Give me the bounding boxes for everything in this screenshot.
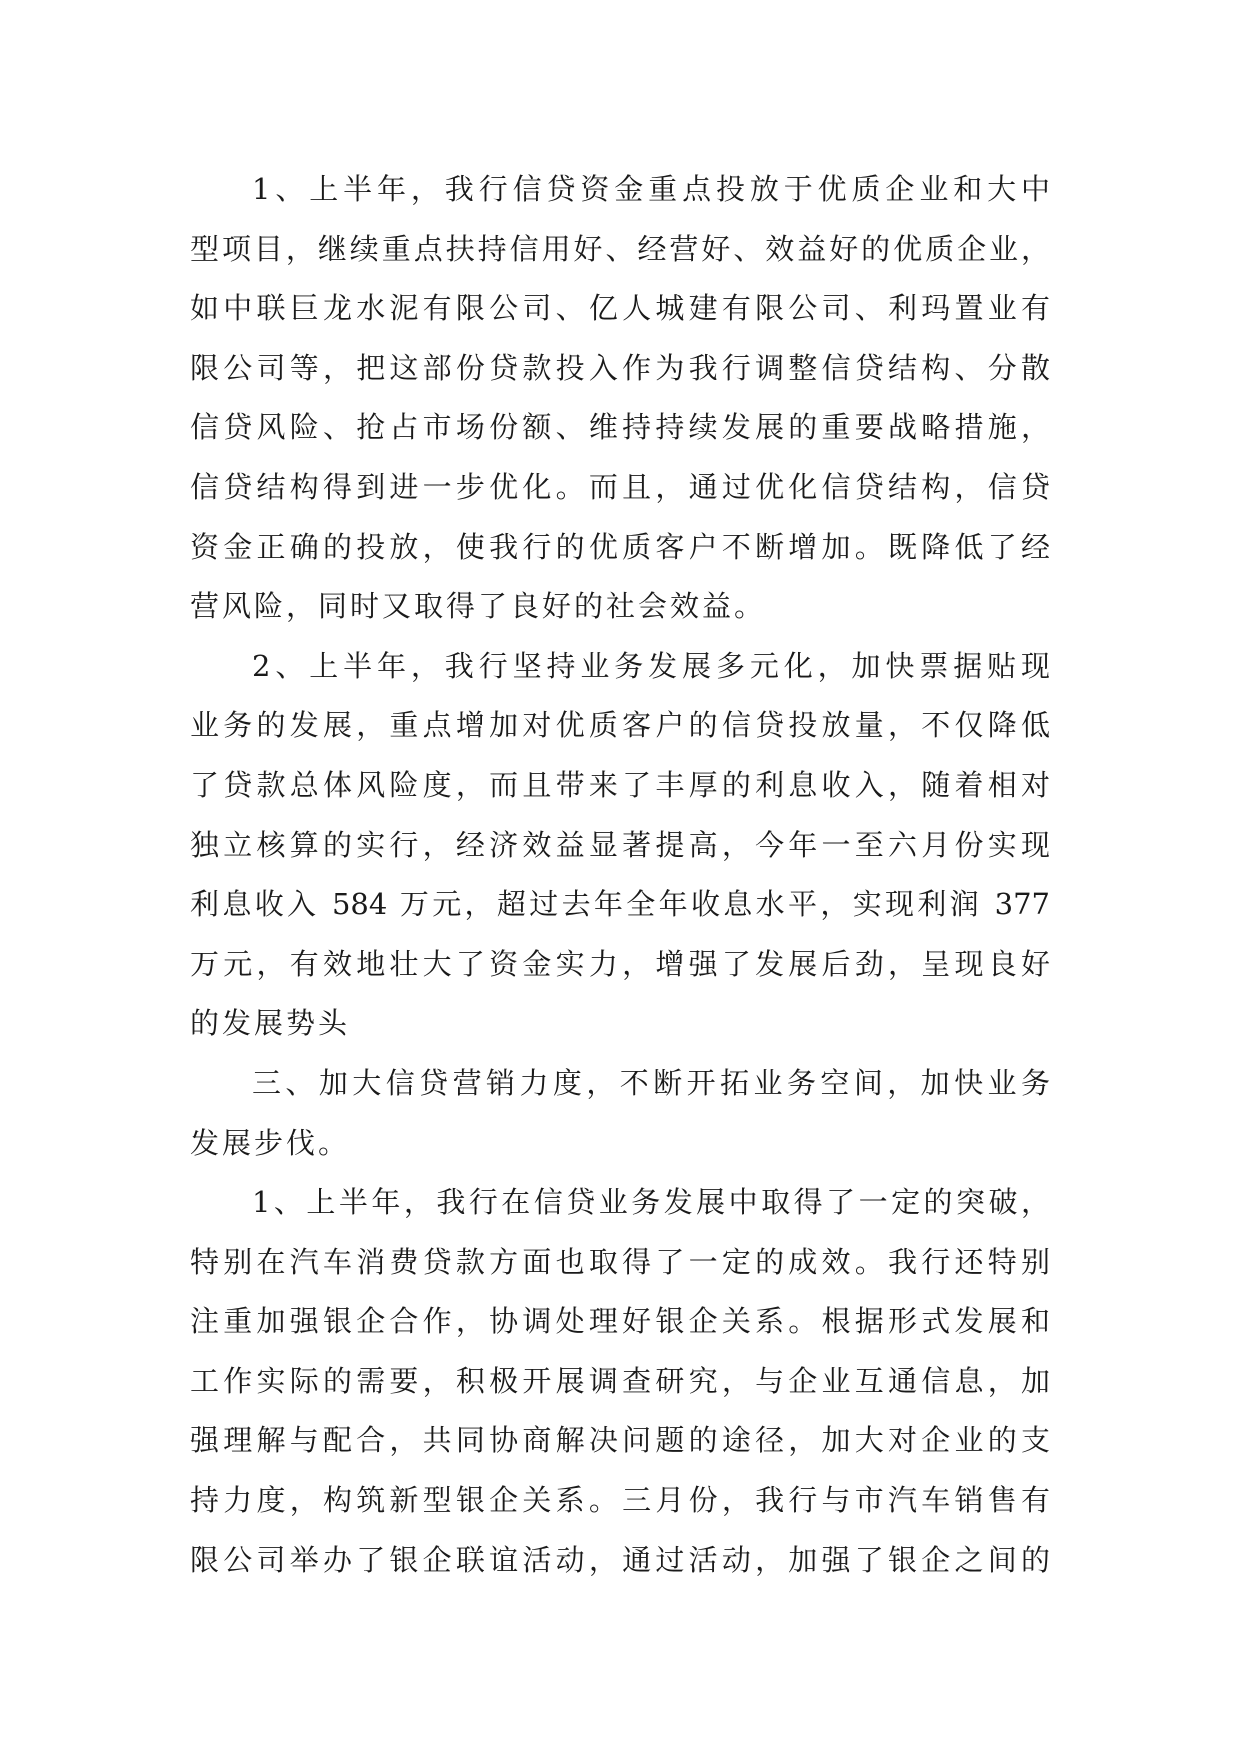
paragraph-2 [190, 637, 1050, 1054]
paragraph-line: 利息收入 584 万元，超过去年全年收息水平，实现利润 377 [190, 887, 1050, 922]
paragraph-line: 限公司等，把这部份贷款投入作为我行调整信贷结构、分散 [190, 350, 1050, 385]
section-heading-line: 发展步伐。 [190, 1125, 351, 1160]
paragraph-line: 了贷款总体风险度，而且带来了丰厚的利息收入，随着相对 [190, 767, 1050, 802]
paragraph-line: 独立核算的实行，经济效益显著提高，今年一至六月份实现 [190, 827, 1050, 862]
paragraph-line: 1、上半年，我行信贷资金重点投放于优质企业和大中 [252, 172, 1050, 206]
paragraph-line: 2、上半年，我行坚持业务发展多元化，加快票据贴现 [252, 648, 1050, 683]
paragraph-line: 信贷结构得到进一步优化。而且，通过优化信贷结构，信贷 [190, 469, 1050, 504]
paragraph-line: 强理解与配合，共同协商解决问题的途径，加大对企业的支 [190, 1423, 1050, 1458]
paragraph-line: 如中联巨龙水泥有限公司、亿人城建有限公司、利玛置业有 [190, 291, 1050, 326]
paragraph-line: 工作实际的需要，积极开展调查研究，与企业互通信息，加 [190, 1363, 1050, 1398]
paragraph-line: 信贷风险、抢占市场份额、维持持续发展的重要战略措施， [190, 410, 1050, 445]
paragraph-line: 注重加强银企合作，协调处理好银企关系。根据形式发展和 [190, 1304, 1050, 1339]
section-heading-line: 三、加大信贷营销力度，不断开拓业务空间，加快业务 [252, 1065, 1050, 1100]
paragraph-line: 特别在汽车消费贷款方面也取得了一定的成效。我行还特别 [190, 1244, 1050, 1279]
paragraph-line: 万元，有效地壮大了资金实力，增强了发展后劲，呈现良好 [190, 946, 1050, 981]
paragraph-1 [190, 160, 1050, 637]
paragraph-4 [190, 1173, 1050, 1590]
paragraph-line: 业务的发展，重点增加对优质客户的信贷投放量，不仅降低 [190, 708, 1050, 743]
paragraph-line: 持力度，构筑新型银企关系。三月份，我行与市汽车销售有 [190, 1483, 1050, 1518]
paragraph-line: 型项目，继续重点扶持信用好、经营好、效益好的优质企业， [190, 231, 1050, 266]
document-body [190, 160, 1050, 1590]
paragraph-line: 的发展势头 [190, 1006, 351, 1041]
section-heading-3 [190, 1054, 1050, 1173]
paragraph-line: 营风险，同时又取得了良好的社会效益。 [190, 589, 767, 624]
paragraph-line: 资金正确的投放，使我行的优质客户不断增加。既降低了经 [190, 529, 1050, 564]
paragraph-line: 1、上半年，我行在信贷业务发展中取得了一定的突破， [252, 1185, 1050, 1220]
paragraph-line: 限公司举办了银企联谊活动，通过活动，加强了银企之间的 [190, 1542, 1050, 1577]
